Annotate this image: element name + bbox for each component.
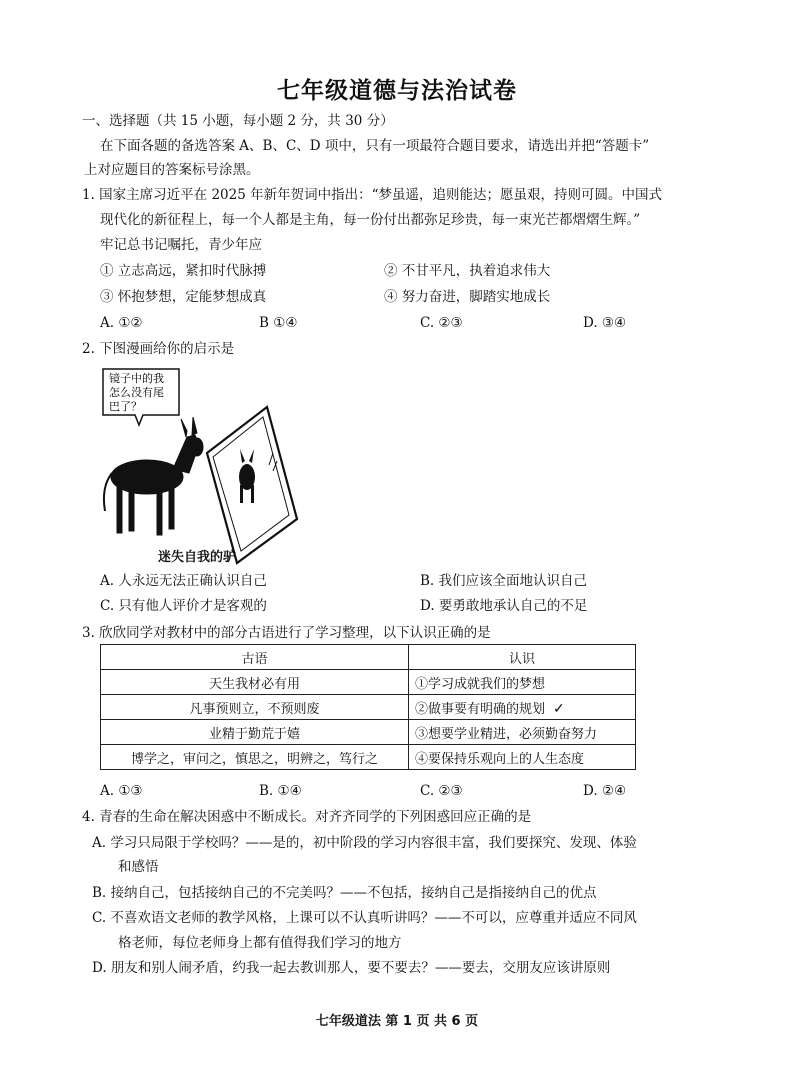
q3-option-d: D. ②④ <box>583 783 627 799</box>
bubble-line-1: 镜子中的我 <box>109 372 164 385</box>
q1-stem-line-2: 现代化的新征程上，每一个人都是主角，每一份付出都弥足珍贵，每一束光芒都熠熠生辉。” <box>100 212 641 228</box>
q1-statement-3: ③ 怀抱梦想，定能梦想成真 <box>100 289 267 305</box>
q3-option-a: A. ①③ <box>100 783 143 799</box>
q1-statement-1: ① 立志高远，紧扣时代脉搏 <box>100 263 267 279</box>
q1-statement-2: ② 不甘平凡，执着追求伟大 <box>384 263 551 279</box>
table-header-row <box>101 645 636 670</box>
q4-stem: 4. 青春的生命在解决困惑中不断成长。对齐齐同学的下列困惑回应正确的是 <box>82 809 532 825</box>
donkey-figure <box>104 417 203 535</box>
q2-option-c: C. 只有他人评价才是客观的 <box>100 598 267 614</box>
table-cell-understanding: ①学习成就我们的梦想 <box>409 670 636 695</box>
table-header-understanding: 认识 <box>409 645 636 670</box>
table-cell-understanding <box>409 695 636 720</box>
cell-text: ②做事要有明确的规划 <box>415 701 546 717</box>
q4-option-c-line-2: 格老师，每位老师身上都有值得我们学习的地方 <box>118 935 402 951</box>
q4-option-a-line-1: A. 学习只局限于学校吗？——是的，初中阶段的学习内容很丰富，我们要探究、发现、体验 <box>92 835 637 851</box>
q4-option-c-line-1: C. 不喜欢语文老师的教学风格，上课可以不认真听讲吗？——不可以，应尊重并适应不同风 <box>92 910 637 926</box>
instruction-line-1: 在下面各题的备选答案 A、B、C、D 项中，只有一项最符合题目要求，请选出并把“答题卡” <box>100 138 650 154</box>
bubble-line-3: 巴了？ <box>109 400 142 413</box>
checkmark-icon: ✓ <box>553 700 565 717</box>
table-cell-ancient: 天生我材必有用 <box>101 670 409 695</box>
table-row <box>101 670 636 695</box>
q4-option-d: D. 朋友和别人闹矛盾，约我一起去教训那人，要不要去？——要去，交朋友应该讲原则 <box>92 960 611 976</box>
q1-stem-line-1: 1. 国家主席习近平在 2025 年新年贺词中指出：“梦虽遥，追则能达；愿虽艰，持则可圆。中国式 <box>82 187 663 203</box>
bubble-line-2: 怎么没有尾 <box>109 386 164 399</box>
table-cell-ancient: 凡事预则立，不预则废 <box>101 695 409 720</box>
donkey-mirror-cartoon <box>95 365 305 565</box>
q3-table <box>100 644 636 770</box>
mirror-figure <box>207 407 297 563</box>
q1-option-d: D. ③④ <box>583 315 627 331</box>
table-row <box>101 720 636 745</box>
q2-option-b: B. 我们应该全面地认识自己 <box>420 573 588 589</box>
table-row <box>101 695 636 720</box>
table-row <box>101 745 636 770</box>
table-cell-ancient: 博学之，审问之，慎思之，明辨之，笃行之 <box>101 745 409 770</box>
table-header-ancient: 古语 <box>101 645 409 670</box>
q1-option-a: A. ①② <box>100 315 143 331</box>
section-heading: 一、选择题（共 15 小题，每小题 2 分，共 30 分） <box>82 113 394 129</box>
page-footer: 七年级道法 第 1 页 共 6 页 <box>315 1014 479 1029</box>
q4-option-a-line-2: 和感悟 <box>118 859 159 875</box>
q4-option-b: B. 接纳自己，包括接纳自己的不完美吗？——不包括，接纳自己是指接纳自己的优点 <box>92 885 597 901</box>
q1-option-c: C. ②③ <box>420 315 463 331</box>
q3-option-c: C. ②③ <box>420 783 463 799</box>
cartoon-caption: 迷失自我的驴 <box>158 550 237 565</box>
q1-stem-line-3: 牢记总书记嘱托，青少年应 <box>100 237 262 253</box>
q3-option-b: B. ①④ <box>259 783 302 799</box>
q2-stem: 2. 下图漫画给你的启示是 <box>82 341 235 357</box>
q2-option-d: D. 要勇敢地承认自己的不足 <box>420 598 588 614</box>
q2-option-a: A. 人永远无法正确认识自己 <box>100 573 267 589</box>
table-cell-understanding: ③想要学业精进，必须勤奋努力 <box>409 720 636 745</box>
instruction-line-2: 上对应题目的答案标号涂黑。 <box>84 162 260 178</box>
page-title: 七年级道德与法治试卷 <box>277 78 517 104</box>
q3-stem: 3. 欣欣同学对教材中的部分古语进行了学习整理，以下认识正确的是 <box>82 625 491 641</box>
q1-statement-4: ④ 努力奋进，脚踏实地成长 <box>384 289 551 305</box>
q1-option-b: B ①④ <box>259 315 298 331</box>
table-cell-ancient: 业精于勤荒于嬉 <box>101 720 409 745</box>
table-cell-understanding: ④要保持乐观向上的人生态度 <box>409 745 636 770</box>
